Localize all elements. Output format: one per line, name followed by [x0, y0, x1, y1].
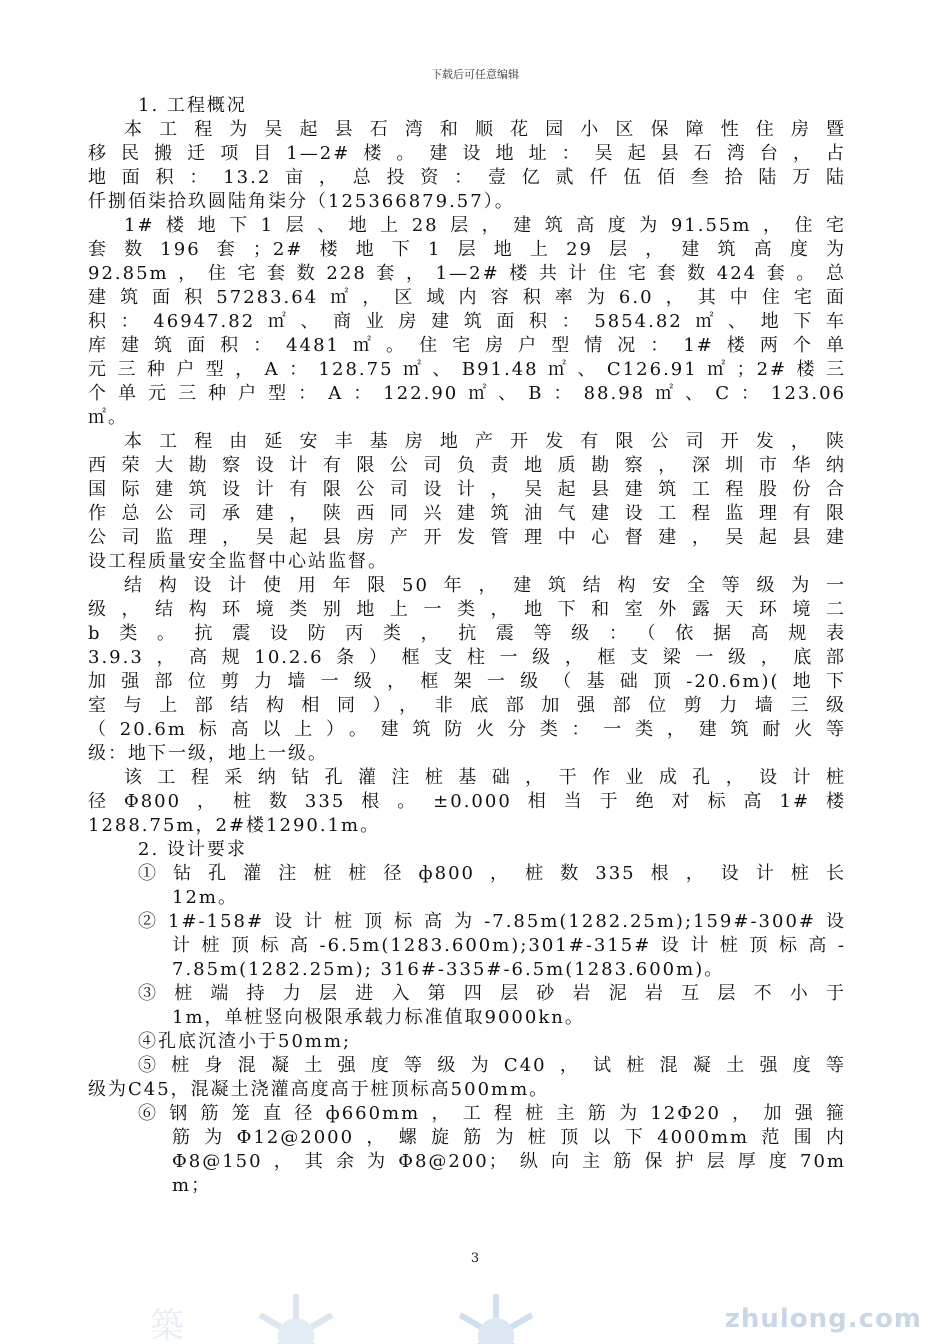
- text-line: 国际建筑设计有限公司设计，吴起县建筑工程股份合: [88, 479, 846, 500]
- text-line: 套数196套；2#楼地下1层地上29层，建筑高度为: [88, 239, 846, 260]
- document-body: [88, 94, 846, 1198]
- text-line: 库建筑面积：4481㎡。住宅房户型情况：1#楼两个单: [88, 335, 846, 356]
- text-line: 积：46947.82㎡、商业房建筑面积：5854.82㎡、地下车: [88, 311, 846, 332]
- text-line: 1288.75m，2#楼1290.1m。: [88, 815, 381, 836]
- text-line: 级，结构环境类别地上一类，地下和室外露天环境二: [88, 599, 846, 620]
- watermark-logo-char: 築: [150, 1306, 184, 1344]
- text-line: 级为C45，混凝土浇灌高度高于桩顶标高500mm。: [88, 1079, 550, 1100]
- text-line: 筋为Φ12@2000，螺旋筋为桩顶以下4000mm范围内: [172, 1127, 846, 1148]
- text-line: 本工程为吴起县石湾和顺花园小区保障性住房暨: [124, 119, 846, 140]
- text-line: 作总公司承建，陕西同兴建筑油气建设工程监理有限: [88, 503, 846, 524]
- text-line: 12m。: [172, 887, 238, 908]
- text-line: ㎡。: [88, 407, 128, 428]
- text-line: 该工程采纳钻孔灌注桩基础，干作业成孔，设计桩: [124, 767, 846, 788]
- text-line: 地面积：13.2亩，总投资：壹亿贰仟伍佰叁拾陆万陆: [88, 167, 846, 188]
- text-line: 结构设计使用年限50年，建筑结构安全等级为一: [124, 575, 846, 596]
- text-line: 西荣大勘察设计有限公司负责地质勘察，深圳市华纳: [88, 455, 846, 476]
- text-line: 移民搬迁项目1—2#楼。建设地址：吴起县石湾台，占: [88, 143, 846, 164]
- text-line: 级：地下一级，地上一级。: [88, 743, 328, 764]
- text-line: m；: [172, 1175, 212, 1196]
- watermark: [0, 1290, 950, 1344]
- text-line: 3.9.3，高规10.2.6条）框支柱一级，框支梁一级，底部: [88, 647, 846, 668]
- text-line: ②1#-158#设计桩顶标高为-7.85m(1282.25m);159#-300#设: [138, 911, 846, 932]
- text-line: 1m，单桩竖向极限承载力标准值取9000kn。: [172, 1007, 585, 1028]
- snowflake-watermark-icon-2: [450, 1290, 542, 1344]
- text-line: 2. 设计要求: [138, 839, 247, 860]
- text-line: 室与上部结构相同），非底部加强部位剪力墙三级: [88, 695, 846, 716]
- text-line: ③桩端持力层进入第四层砂岩泥岩互层不小于: [138, 983, 846, 1004]
- text-line: 个单元三种户型：A：122.90㎡、B：88.98㎡、C：123.06: [88, 383, 846, 404]
- text-line: ①钻孔灌注桩桩径ф800，桩数335根，设计桩长: [138, 863, 846, 884]
- text-line: 92.85m，住宅套数228套，1—2#楼共计住宅套数424套。总: [88, 263, 846, 284]
- text-line: 公司监理，吴起县房产开发管理中心督建，吴起县建: [88, 527, 846, 548]
- page-number: 3: [470, 1251, 480, 1266]
- text-line: 仟捌佰柒拾玖圆陆角柒分（125366879.57）。: [88, 191, 515, 212]
- text-line: 计桩顶标高-6.5m(1283.600m);301#-315#设计桩顶标高-: [172, 935, 846, 956]
- text-line: 1#楼地下1层、地上28层，建筑高度为91.55m，住宅: [124, 215, 846, 236]
- snowflake-watermark-icon: [250, 1290, 342, 1344]
- text-line: 1. 工程概况: [138, 95, 247, 116]
- text-line: ④孔底沉渣小于50mm;: [138, 1031, 352, 1052]
- text-line: 设工程质量安全监督中心站监督。: [88, 551, 388, 572]
- text-line: ⑤桩身混凝土强度等级为C40，试桩混凝土强度等: [138, 1055, 846, 1076]
- text-line: Φ8@150，其余为Φ8@200；纵向主筋保护层厚度70m: [172, 1151, 846, 1172]
- text-line: 加强部位剪力墙一级，框架一级（基础顶-20.6m)(地下: [88, 671, 846, 692]
- text-line: 7.85m(1282.25m); 316#-335#-6.5m(1283.600m)。: [172, 959, 725, 980]
- text-line: 径Φ800，桩数335根。±0.000相当于绝对标高1#楼: [88, 791, 846, 812]
- text-line: 元三种户型，A：128.75㎡、B91.48㎡、C126.91㎡；2#楼三: [88, 359, 846, 380]
- text-line: b类。抗震设防丙类，抗震等级：（依据高规表: [88, 623, 846, 644]
- page-header: 下载后可任意编辑: [431, 68, 519, 81]
- text-line: 本工程由延安丰基房地产开发有限公司开发，陕: [124, 431, 846, 452]
- watermark-text: zhulong.com: [724, 1304, 922, 1334]
- text-line: （20.6m标高以上）。建筑防火分类：一类，建筑耐火等: [88, 719, 846, 740]
- text-line: 建筑面积57283.64㎡，区域内容积率为6.0，其中住宅面: [88, 287, 846, 308]
- text-line: ⑥钢筋笼直径ф660mm，工程桩主筋为12Φ20，加强箍: [138, 1103, 846, 1124]
